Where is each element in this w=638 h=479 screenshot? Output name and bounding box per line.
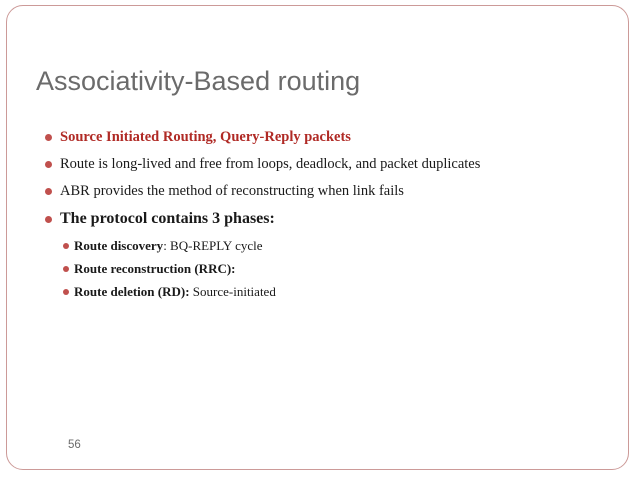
sub-bullet-text [63, 284, 276, 300]
bullet-text: Source Initiated Routing, Query-Reply packets [60, 129, 351, 145]
bullet-marker [45, 161, 52, 168]
bullet-item [45, 155, 480, 182]
sub-bullet-detail: : BQ-REPLY cycle [163, 238, 263, 253]
bullet-text: The protocol contains 3 phases: [60, 210, 275, 227]
bullet-marker [45, 216, 52, 223]
sub-bullet-item [63, 238, 480, 261]
bullet-text: Route is long-lived and free from loops, deadlock, and packet duplicates [60, 156, 481, 172]
page-number: 56 [68, 439, 81, 451]
bullet-marker [45, 134, 52, 141]
bullet-item [45, 128, 480, 155]
bullet-item [45, 182, 480, 209]
bullet-marker [63, 266, 69, 272]
slide-title: Associativity-Based routing [36, 66, 361, 96]
bullet-marker [45, 188, 52, 195]
bullet-list [45, 128, 480, 307]
sub-bullet-text [63, 261, 236, 277]
sub-bullet-term: Route deletion (RD): [74, 284, 190, 299]
sub-bullet-term: Route reconstruction (RRC): [74, 261, 236, 276]
sub-bullet-item [63, 284, 480, 307]
bullet-marker [63, 289, 69, 295]
sub-bullet-text [63, 238, 263, 254]
sub-bullet-term: Route discovery [74, 238, 164, 253]
bullet-marker [63, 243, 69, 249]
bullet-item [45, 209, 480, 238]
bullet-text: ABR provides the method of reconstructing when link fails [60, 183, 404, 199]
sub-bullet-item [63, 261, 480, 284]
sub-bullet-detail: Source-initiated [189, 284, 276, 299]
